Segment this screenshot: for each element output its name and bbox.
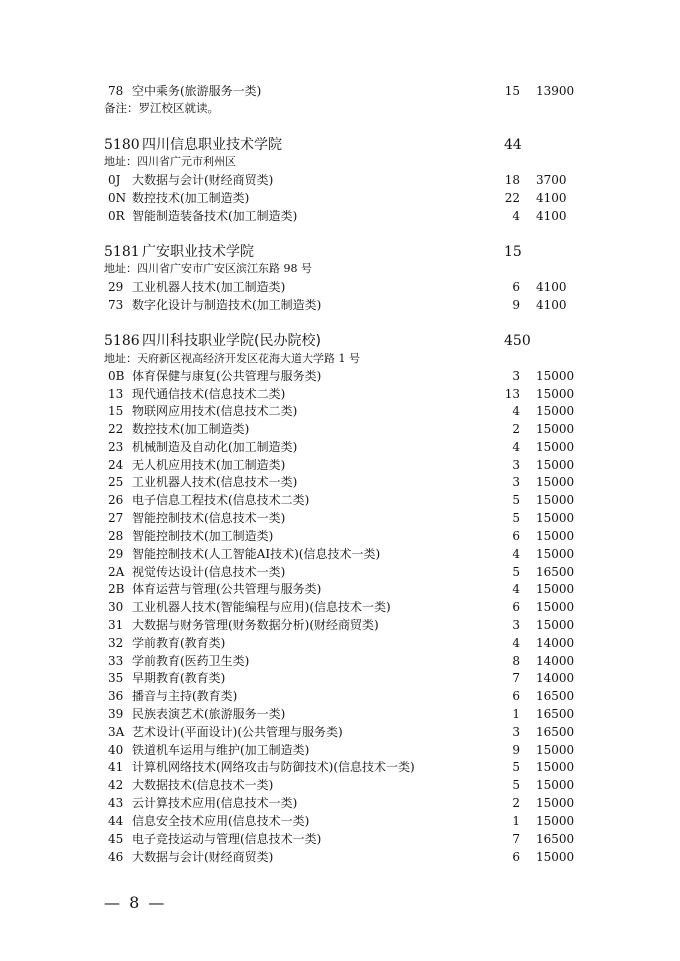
major-name: 机械制造及自动化(加工制造类): [132, 440, 298, 454]
major-quota: 6: [512, 529, 520, 543]
major-fee: 15000: [536, 618, 575, 632]
major-row: [0, 278, 680, 296]
major-quota: 5: [512, 565, 520, 579]
major-quota: 3: [512, 725, 520, 739]
major-row: [0, 491, 680, 509]
major-quota: 7: [512, 832, 520, 846]
major-fee: 15000: [536, 387, 575, 401]
major-row: [0, 509, 680, 527]
major-code: 26: [108, 493, 124, 507]
major-quota: 5: [512, 760, 520, 774]
major-fee: 15000: [536, 422, 575, 436]
major-fee: 14000: [536, 654, 575, 668]
major-quota: 6: [512, 280, 520, 294]
major-code: 39: [108, 707, 124, 721]
major-row: [0, 189, 680, 207]
major-code: 30: [108, 600, 124, 614]
major-row: [0, 402, 680, 420]
major-row: [0, 171, 680, 189]
major-quota: 8: [512, 654, 520, 668]
major-fee: 15000: [536, 547, 575, 561]
school-address: 地址：四川省广元市利州区: [104, 155, 236, 168]
major-name: 智能控制技术(信息技术一类): [132, 511, 286, 525]
major-fee: 15000: [536, 493, 575, 507]
major-quota: 13: [504, 387, 520, 401]
major-code: 0N: [108, 191, 127, 205]
school-quota: 44: [504, 137, 522, 153]
major-quota: 2: [512, 422, 520, 436]
major-code: 0R: [108, 209, 125, 223]
major-name: 数字化设计与制造技术(加工制造类): [132, 298, 322, 312]
major-name: 大数据与会计(财经商贸类): [132, 173, 274, 187]
major-code: 43: [108, 796, 124, 810]
major-code: 36: [108, 689, 124, 703]
major-fee: 3700: [536, 173, 567, 187]
major-name: 大数据与财务管理(财务数据分析)(财经商贸类): [132, 618, 379, 632]
page-number: — 8 —: [104, 893, 167, 912]
major-quota: 4: [512, 209, 520, 223]
major-fee: 15000: [536, 369, 575, 383]
major-quota: 2: [512, 796, 520, 810]
note-text: 备注：罗江校区就读。: [104, 101, 219, 115]
major-name: 智能制造装备技术(加工制造类): [132, 209, 298, 223]
major-row: [0, 687, 680, 705]
major-name: 电子竞技运动与管理(信息技术一类): [132, 832, 322, 846]
school-code: 5186: [104, 333, 140, 349]
major-name: 智能控制技术(人工智能AI技术)(信息技术一类): [132, 547, 381, 561]
major-quota: 3: [512, 618, 520, 632]
major-fee: 15000: [536, 529, 575, 543]
major-quota: 4: [512, 582, 520, 596]
major-quota: 5: [512, 778, 520, 792]
major-name: 早期教育(教育类): [132, 671, 226, 685]
major-name: 云计算技术应用(信息技术一类): [132, 796, 298, 810]
major-row: [0, 563, 680, 581]
major-code: 42: [108, 778, 124, 792]
major-code: 29: [108, 547, 124, 561]
major-fee: 15000: [536, 511, 575, 525]
major-fee: 14000: [536, 636, 575, 650]
major-name: 电子信息工程技术(信息技术二类): [132, 493, 310, 507]
major-quota: 6: [512, 689, 520, 703]
major-row: [0, 812, 680, 830]
major-code: 35: [108, 671, 124, 685]
major-name: 物联网应用技术(信息技术二类): [132, 404, 298, 418]
major-quota: 7: [512, 671, 520, 685]
major-row: [0, 723, 680, 741]
note-row: [0, 99, 680, 117]
major-fee: 4100: [536, 298, 567, 312]
major-name: 大数据与会计(财经商贸类): [132, 850, 274, 864]
school-quota: 15: [504, 244, 522, 260]
major-row: [0, 705, 680, 723]
major-fee: 15000: [536, 814, 575, 828]
major-name: 铁道机车运用与维护(加工制造类): [132, 743, 310, 757]
major-row: [0, 473, 680, 491]
major-fee: 15000: [536, 582, 575, 596]
major-fee: 15000: [536, 404, 575, 418]
school-quota: 450: [504, 333, 531, 349]
major-fee: 15000: [536, 760, 575, 774]
major-name: 现代通信技术(信息技术二类): [132, 387, 286, 401]
major-row: [0, 456, 680, 474]
school-name: 广安职业技术学院: [142, 244, 254, 260]
major-code: 0B: [108, 369, 125, 383]
major-fee: 13900: [536, 84, 575, 98]
major-code: 2B: [108, 582, 125, 596]
major-name: 工业机器人技术(智能编程与应用)(信息技术一类): [132, 600, 391, 614]
major-code: 33: [108, 654, 124, 668]
major-code: 45: [108, 832, 124, 846]
major-row: [0, 741, 680, 759]
major-fee: 14000: [536, 671, 575, 685]
major-row: [0, 652, 680, 670]
major-quota: 4: [512, 636, 520, 650]
major-quota: 1: [512, 707, 520, 721]
major-code: 23: [108, 440, 124, 454]
major-row: [0, 296, 680, 314]
major-row: [0, 420, 680, 438]
major-quota: 5: [512, 511, 520, 525]
major-code: 0J: [108, 173, 121, 187]
major-quota: 6: [512, 600, 520, 614]
school-address-row: [0, 350, 680, 368]
school-address-row: [0, 260, 680, 278]
major-code: 28: [108, 529, 124, 543]
school-header: [0, 135, 680, 155]
major-code: 25: [108, 475, 124, 489]
major-name: 大数据技术(信息技术一类): [132, 778, 274, 792]
school-address-row: [0, 153, 680, 171]
major-row: [0, 634, 680, 652]
major-fee: 15000: [536, 440, 575, 454]
major-code: 27: [108, 511, 124, 525]
major-code: 41: [108, 760, 124, 774]
major-fee: 4100: [536, 280, 567, 294]
major-code: 24: [108, 458, 124, 472]
major-fee: 15000: [536, 458, 575, 472]
major-fee: 15000: [536, 850, 575, 864]
major-name: 视觉传达设计(信息技术一类): [132, 565, 286, 579]
major-row: [0, 82, 680, 100]
major-code: 13: [108, 387, 124, 401]
major-row: [0, 830, 680, 848]
major-quota: 4: [512, 404, 520, 418]
major-quota: 5: [512, 493, 520, 507]
major-row: [0, 616, 680, 634]
school-address: 地址：天府新区视高经济开发区花海大道大学路 1 号: [104, 352, 360, 365]
major-row: [0, 848, 680, 866]
major-name: 工业机器人技术(加工制造类): [132, 280, 286, 294]
major-quota: 3: [512, 369, 520, 383]
major-code: 3A: [108, 725, 125, 739]
major-code: 44: [108, 814, 124, 828]
school-name: 四川信息职业技术学院: [142, 137, 282, 153]
major-row: [0, 527, 680, 545]
major-name: 体育运营与管理(公共管理与服务类): [132, 582, 322, 596]
major-name: 空中乘务(旅游服务一类): [132, 84, 262, 98]
school-code: 5181: [104, 244, 140, 260]
school-address: 地址：四川省广安市广安区滨江东路 98 号: [104, 262, 312, 275]
major-fee: 4100: [536, 209, 567, 223]
major-name: 数控技术(加工制造类): [132, 422, 250, 436]
major-fee: 15000: [536, 475, 575, 489]
major-code: 31: [108, 618, 124, 632]
school-header: [0, 331, 680, 351]
major-row: [0, 545, 680, 563]
major-quota: 9: [512, 743, 520, 757]
major-fee: 16500: [536, 725, 575, 739]
major-code: 2A: [108, 565, 125, 579]
major-row: [0, 367, 680, 385]
major-fee: 16500: [536, 707, 575, 721]
major-fee: 15000: [536, 743, 575, 757]
major-code: 29: [108, 280, 124, 294]
major-quota: 6: [512, 850, 520, 864]
major-row: [0, 776, 680, 794]
major-name: 计算机网络技术(网络攻击与防御技术)(信息技术一类): [132, 760, 415, 774]
major-quota: 22: [504, 191, 520, 205]
major-fee: 16500: [536, 832, 575, 846]
major-name: 民族表演艺术(旅游服务一类): [132, 707, 286, 721]
major-row: [0, 385, 680, 403]
major-code: 40: [108, 743, 124, 757]
major-name: 智能控制技术(加工制造类): [132, 529, 274, 543]
major-name: 学前教育(教育类): [132, 636, 226, 650]
major-fee: 15000: [536, 778, 575, 792]
school-code: 5180: [104, 137, 140, 153]
major-name: 信息安全技术应用(信息技术一类): [132, 814, 310, 828]
major-fee: 16500: [536, 689, 575, 703]
major-row: [0, 758, 680, 776]
major-name: 播音与主持(教育类): [132, 689, 238, 703]
major-fee: 4100: [536, 191, 567, 205]
school-header: [0, 242, 680, 262]
major-row: [0, 207, 680, 225]
major-code: 73: [108, 298, 124, 312]
major-fee: 15000: [536, 796, 575, 810]
major-code: 22: [108, 422, 124, 436]
major-code: 46: [108, 850, 124, 864]
major-fee: 15000: [536, 600, 575, 614]
major-name: 数控技术(加工制造类): [132, 191, 250, 205]
major-row: [0, 598, 680, 616]
major-fee: 16500: [536, 565, 575, 579]
major-quota: 15: [504, 84, 520, 98]
major-code: 78: [108, 84, 124, 98]
major-name: 工业机器人技术(信息技术一类): [132, 475, 298, 489]
major-name: 艺术设计(平面设计)(公共管理与服务类): [132, 725, 343, 739]
major-name: 无人机应用技术(加工制造类): [132, 458, 286, 472]
major-quota: 3: [512, 475, 520, 489]
school-name: 四川科技职业学院(民办院校): [142, 333, 321, 349]
major-quota: 4: [512, 547, 520, 561]
major-quota: 3: [512, 458, 520, 472]
major-row: [0, 669, 680, 687]
major-code: 15: [108, 404, 124, 418]
major-quota: 1: [512, 814, 520, 828]
major-code: 32: [108, 636, 124, 650]
major-quota: 4: [512, 440, 520, 454]
major-quota: 18: [504, 173, 520, 187]
major-row: [0, 438, 680, 456]
major-row: [0, 580, 680, 598]
major-quota: 9: [512, 298, 520, 312]
major-row: [0, 794, 680, 812]
major-name: 体育保健与康复(公共管理与服务类): [132, 369, 322, 383]
major-name: 学前教育(医药卫生类): [132, 654, 250, 668]
